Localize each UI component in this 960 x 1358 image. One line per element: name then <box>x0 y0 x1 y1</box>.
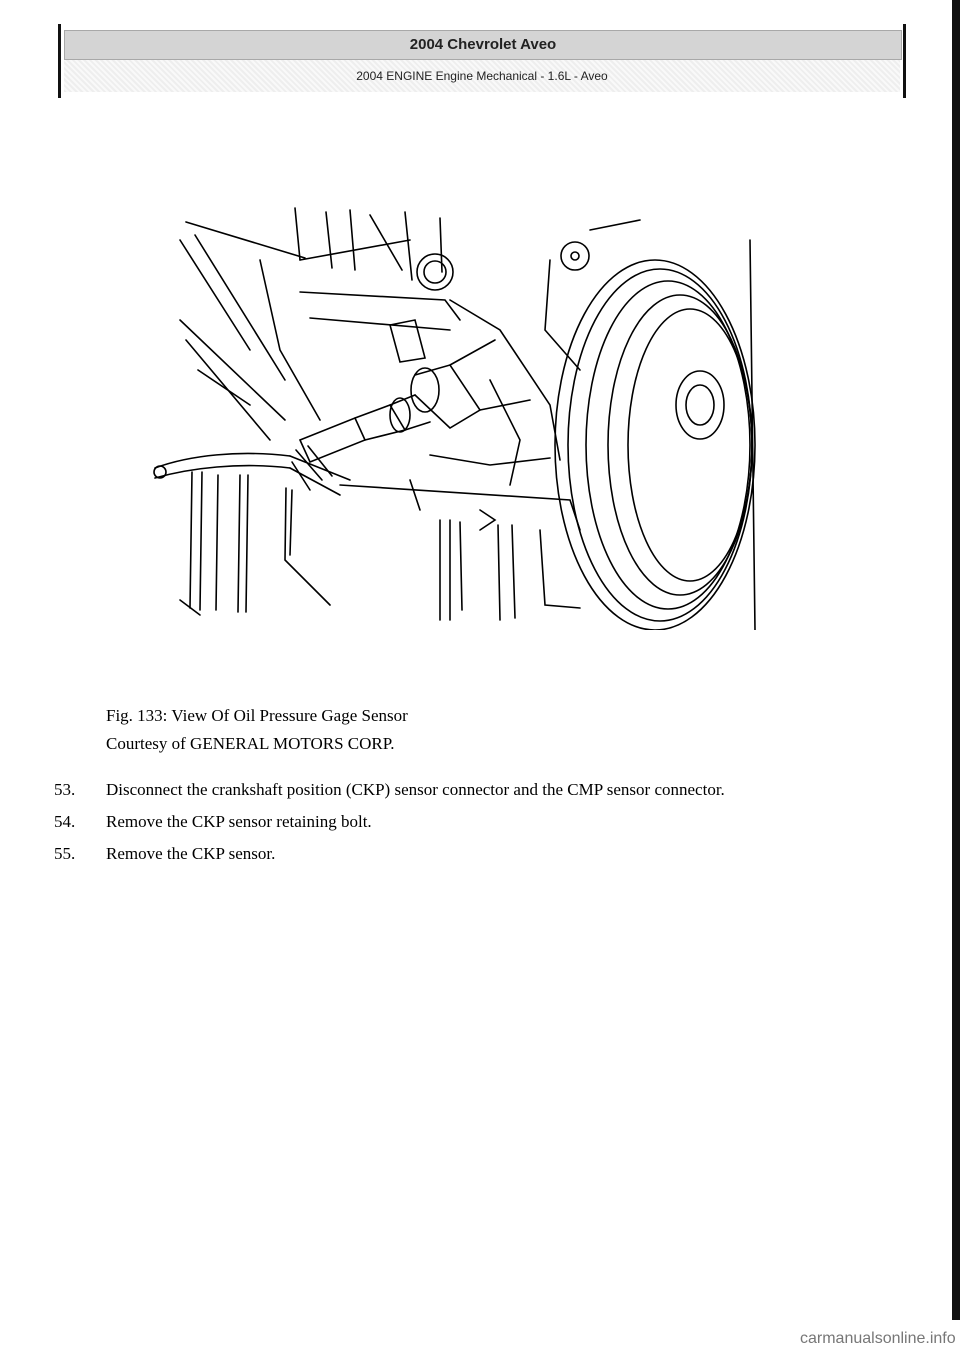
step-number: 55. <box>54 844 76 863</box>
step-text: Disconnect the crankshaft position (CKP) sensor connector and the CMP sensor connector. <box>106 780 725 799</box>
header-left-rule <box>58 24 61 98</box>
watermark: carmanualsonline.info <box>800 1330 956 1347</box>
header-right-rule <box>903 24 906 98</box>
engine-diagram <box>150 200 760 630</box>
page-edge-bar <box>952 0 960 1320</box>
figure-caption-credit: Courtesy of GENERAL MOTORS CORP. <box>106 734 395 753</box>
procedure-steps <box>54 776 854 872</box>
step-text: Remove the CKP sensor retaining bolt. <box>106 812 372 831</box>
figure-caption <box>106 702 408 758</box>
step-item <box>54 840 854 868</box>
step-item <box>54 776 854 804</box>
step-number: 53. <box>54 780 76 799</box>
document-subtitle: 2004 ENGINE Engine Mechanical - 1.6L - Aveo <box>64 60 900 92</box>
step-text: Remove the CKP sensor. <box>106 844 276 863</box>
step-item <box>54 808 854 836</box>
document-title: 2004 Chevrolet Aveo <box>64 30 902 60</box>
step-number: 54. <box>54 812 76 831</box>
figure-caption-title: Fig. 133: View Of Oil Pressure Gage Sensor <box>106 706 408 725</box>
